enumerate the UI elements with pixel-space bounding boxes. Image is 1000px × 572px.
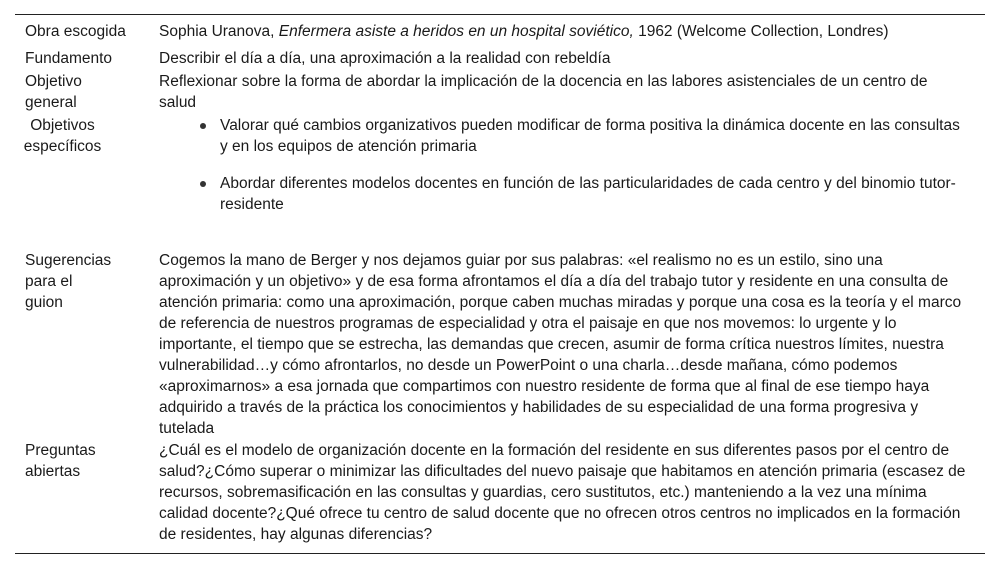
- row-objetivos-especificos: [15, 115, 985, 250]
- obra-author: Sophia Uranova,: [159, 23, 279, 40]
- label-line: Preguntas: [25, 442, 96, 459]
- label-line: Sugerencias: [25, 252, 112, 269]
- label-line: específicos: [23, 138, 102, 155]
- fundamento-value: Describir el día a día, una aproximación a la realidad con rebeldía: [159, 50, 611, 67]
- row-label: [25, 250, 159, 440]
- obra-details: 1962 (Welcome Collection, Londres): [633, 23, 889, 40]
- label-line: Objetivos: [30, 117, 95, 134]
- list-item: Abordar diferentes modelos docentes en función de las particularidades de cada centro y del binomio tutor-residente: [198, 173, 967, 215]
- row-label: [15, 115, 110, 250]
- row-sugerencias: [15, 250, 985, 440]
- lesson-plan-table: [15, 14, 985, 554]
- obra-value: [159, 21, 985, 48]
- row-fundamento: [15, 48, 985, 71]
- list-item: Valorar qué cambios organizativos pueden modificar de forma positiva la dinámica docente en las consultas y en los equipos de atención primaria: [198, 115, 967, 157]
- row-label: Fundamento: [25, 50, 113, 67]
- label-line: abiertas: [25, 463, 81, 480]
- objetivos-list: [198, 115, 967, 215]
- label-line: general: [25, 94, 77, 111]
- objetivo-general-value: Reflexionar sobre la forma de abordar la implicación de la docencia en las labores asistenciales de un centro de salud: [159, 73, 928, 111]
- row-preguntas: [15, 440, 985, 553]
- label-line: Objetivo: [25, 73, 82, 90]
- label-line: guion: [25, 294, 63, 311]
- row-label: [25, 71, 159, 115]
- sugerencias-value: Cogemos la mano de Berger y nos dejamos guiar por sus palabras: «el realismo no es un estilo, sino una aproximación y un objetivo» y de esa forma afrontamos el día a día del trabajo tutor y residente en una consulta de atención primaria: como una aproximación, porque caben muchas miradas y porque una cosa es la teoría y el marco de referencia de nuestros programas de especialidad y otra el paisaje en que nos movemos: lo urgente y lo importante, el tiempo que se estrecha, las demandas que crecen, asumir de forma crítica nuestros límites, nuestra vulnerabilidad…y cómo afrontarlos, no desde un PowerPoint o una charla…desde mañana, cómo podemos «aproximarnos» a esa jornada que compartimos con nuestro residente de forma que al final de ese tiempo haya adquirido a través de la práctica los conocimientos y habilidades de su especialidad de una forma progresiva y tutelada: [159, 252, 962, 437]
- obra-title: Enfermera asiste a heridos en un hospital soviético,: [278, 23, 634, 40]
- preguntas-value: ¿Cuál es el modelo de organización docente en la formación del residente en sus diferentes pasos por el centro de salud?¿Cómo superar o minimizar las dificultades del nuevo paisaje que habitamos en atención primaria (escasez de recursos, sobremasificación en las consultas y guardias, cero sustitutos, etc.) manteniendo a la vez una mínima calidad docente?¿Qué ofrece tu centro de salud docente que no ofrecen otros centros no implicados en la formación de residentes, hay algunas diferencias?: [159, 442, 966, 543]
- label-line: para el: [25, 273, 73, 290]
- objetivos-especificos-value: [110, 115, 985, 250]
- row-objetivo-general: [15, 71, 985, 115]
- row-label: [25, 440, 159, 545]
- row-obra-escogida: [15, 15, 985, 48]
- row-label: Obra escogida: [25, 23, 126, 40]
